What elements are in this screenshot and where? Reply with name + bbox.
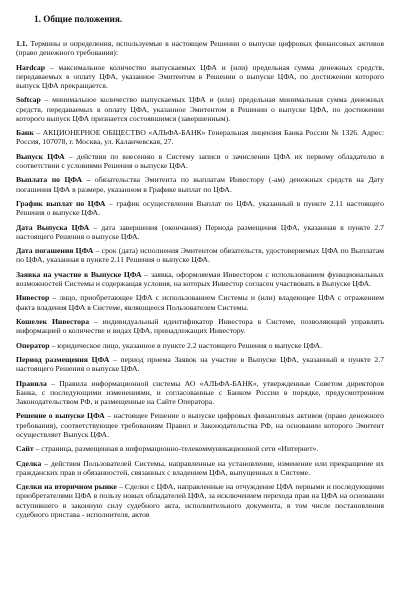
definition-text: – индивидуальный идентификатор Инвестора в Системе, позволяющий управлять информацией о количестве и видах ЦФА, принадлежащих Инвестору. [16, 316, 384, 336]
definition-term: Сделки на вторичном рынке [16, 482, 117, 492]
definition-issue-date [16, 223, 384, 241]
section-heading: 1. Общие положения. [34, 14, 123, 24]
intro-paragraph [16, 39, 384, 57]
definition-term: Выпуск ЦФА [16, 151, 65, 161]
definition-softcap [16, 95, 384, 123]
definition-term: Softcap [16, 95, 41, 105]
definition-site [16, 444, 384, 453]
definition-text: – дата завершения (окончания) Периода размещения ЦФА, указанная в пункте 2.7 настоящего Решения о выпуске ЦФА. [16, 222, 385, 241]
definition-text: – настоящее Решение о выпуске цифровых финансовых активов (право денежного требования), соответствующее требованиям Правил и Законодательства РФ, на основании которого Эмитент осуществляет Выпуск ЦФА. [16, 411, 384, 439]
definition-term: Правила [16, 378, 47, 388]
definition-text: – максимальное количество выпускаемых ЦФА и (или) предельная сумма денежных средств, передаваемых в оплату ЦФА, указанное Эмитентом в Решении о выпуске ЦФА, по достижении которого выпуск ЦФА прекращается. [16, 62, 384, 90]
definition-term: Кошелек Инвестора [16, 316, 90, 326]
definition-text: – страница, размещенная в информационно-телекоммуникационной сети «Интернет». [33, 444, 319, 454]
definition-text: – срок (дата) исполнения Эмитентом обязательств, удостоверяемых ЦФА по Выплатам по ЦФА, указанная в пункте 2.11 Решения о выпуске ЦФА. [16, 246, 384, 265]
definition-term: Заявка на участие в Выпуске ЦФА [16, 269, 142, 279]
definition-placement-period [16, 355, 384, 373]
definition-text: – лицо, приобретающее ЦФА с использованием Системы и (или) владеющее ЦФА с отражением факта владения ЦФА в Системе, являющееся Пользователем Системы. [16, 293, 384, 312]
definition-term: Hardcap [16, 62, 46, 72]
definition-term: Решение о выпуске ЦФА [16, 411, 105, 421]
definition-term: Дата погашения ЦФА [16, 246, 94, 256]
definition-term: Банк [16, 128, 34, 138]
definition-text: обязательства Эмитента по выплатам Инвестору (-ам) денежных средств на Дату погашения ЦФА в размере, указанном в Графике выплат по ЦФА. [16, 175, 384, 194]
definition-text: – заявка, оформляемая Инвестором с использованием функциональных возможностей Системы и содержащая условия, на которых Инвестор согласен участвовать в Выпуске ЦФА. [16, 269, 384, 288]
definition-text: – период приема Заявок на участие в Выпуске ЦФА, указанный в пункте 2.7 настоящего Решения о выпуске ЦФА. [16, 354, 384, 374]
definition-payment [16, 175, 384, 193]
definition-bank [16, 128, 384, 146]
definition-maturity-date [16, 246, 384, 264]
definition-term: Выплата по ЦФА – [16, 175, 91, 185]
definition-rules [16, 379, 384, 407]
definition-payment-schedule [16, 199, 384, 217]
definition-term: Период размещения ЦФА [16, 354, 110, 364]
definition-secondary-deals [16, 482, 384, 519]
definition-text: – юридическое лицо, указанное в пункте 2.2 настоящего Решения о выпуске ЦФА. [49, 340, 323, 350]
definition-term: Дата Выпуска ЦФА [16, 222, 90, 232]
definition-application [16, 270, 384, 288]
definition-text: – действия по внесению в Систему записи о зачислении ЦФА их первому обладателю в соответствии с условиями Решения о выпуске ЦФА. [16, 151, 385, 170]
intro-text: Термины и определения, используемые в настоящем Решении о выпуске цифровых финансовых активов (право денежного требования): [16, 39, 384, 58]
definition-investor-wallet [16, 317, 384, 335]
definition-term: Инвестор [16, 293, 50, 303]
definition-text: – АКЦИОНЕРНОЕ ОБЩЕСТВО «АЛЬФА-БАНК» Генеральная лицензия Банка России № 1326. Адрес: Россия, 107078, г. Москва, ул. Каланчевская, 27. [16, 128, 384, 147]
definition-operator [16, 341, 384, 350]
definition-issue-decision [16, 411, 384, 439]
intro-number: 1.1. [16, 39, 28, 48]
definition-text: – действия Пользователей Системы, направленные на установление, изменение или прекращение их гражданских прав и обязанностей, связанных с владением ЦФА, выпущенных в Системе. [16, 458, 384, 477]
definition-issue [16, 152, 384, 170]
definition-text: – график осуществления Выплат по ЦФА, указанный в пункте 2.11 настоящего Решения о выпуске ЦФА. [16, 198, 384, 218]
definition-text: – минимальное количество выпускаемых ЦФА и (или) предельная минимальная сумма денежных средств, передаваемых в оплату ЦФА, указанное Эмитентом в Решении о выпуске ЦФА, по достижении которого выпуск ЦФА признается состоявшимся (завершенным). [16, 95, 384, 123]
definition-hardcap [16, 63, 384, 91]
definition-term: Сайт [16, 444, 34, 454]
definition-deal [16, 459, 384, 477]
definition-term: Оператор [16, 340, 50, 350]
definition-term: Сделка [16, 458, 42, 468]
definition-term: График выплат по ЦФА [16, 198, 106, 208]
definition-investor [16, 293, 384, 311]
definition-text: – Сделки с ЦФА, направленные на отчуждение ЦФА первыми и последующими приобретателями ЦФА в пользу новых обладателей ЦФА, за исключением перехода прав на ЦФА на основании вступившего в законную силу судебного акта, исполнительного документа, в том числе постановления судебного пристава - исполнителя, актов [16, 482, 384, 519]
definition-text: – Правила информационной системы АО «АЛЬФА-БАНК», утвержденные Советом директоров Банка, с последующими изменениями, и согласованные с Банком России в порядке, предусмотренном Законодательством РФ, и размещенные на Сайте Оператора. [16, 378, 384, 406]
